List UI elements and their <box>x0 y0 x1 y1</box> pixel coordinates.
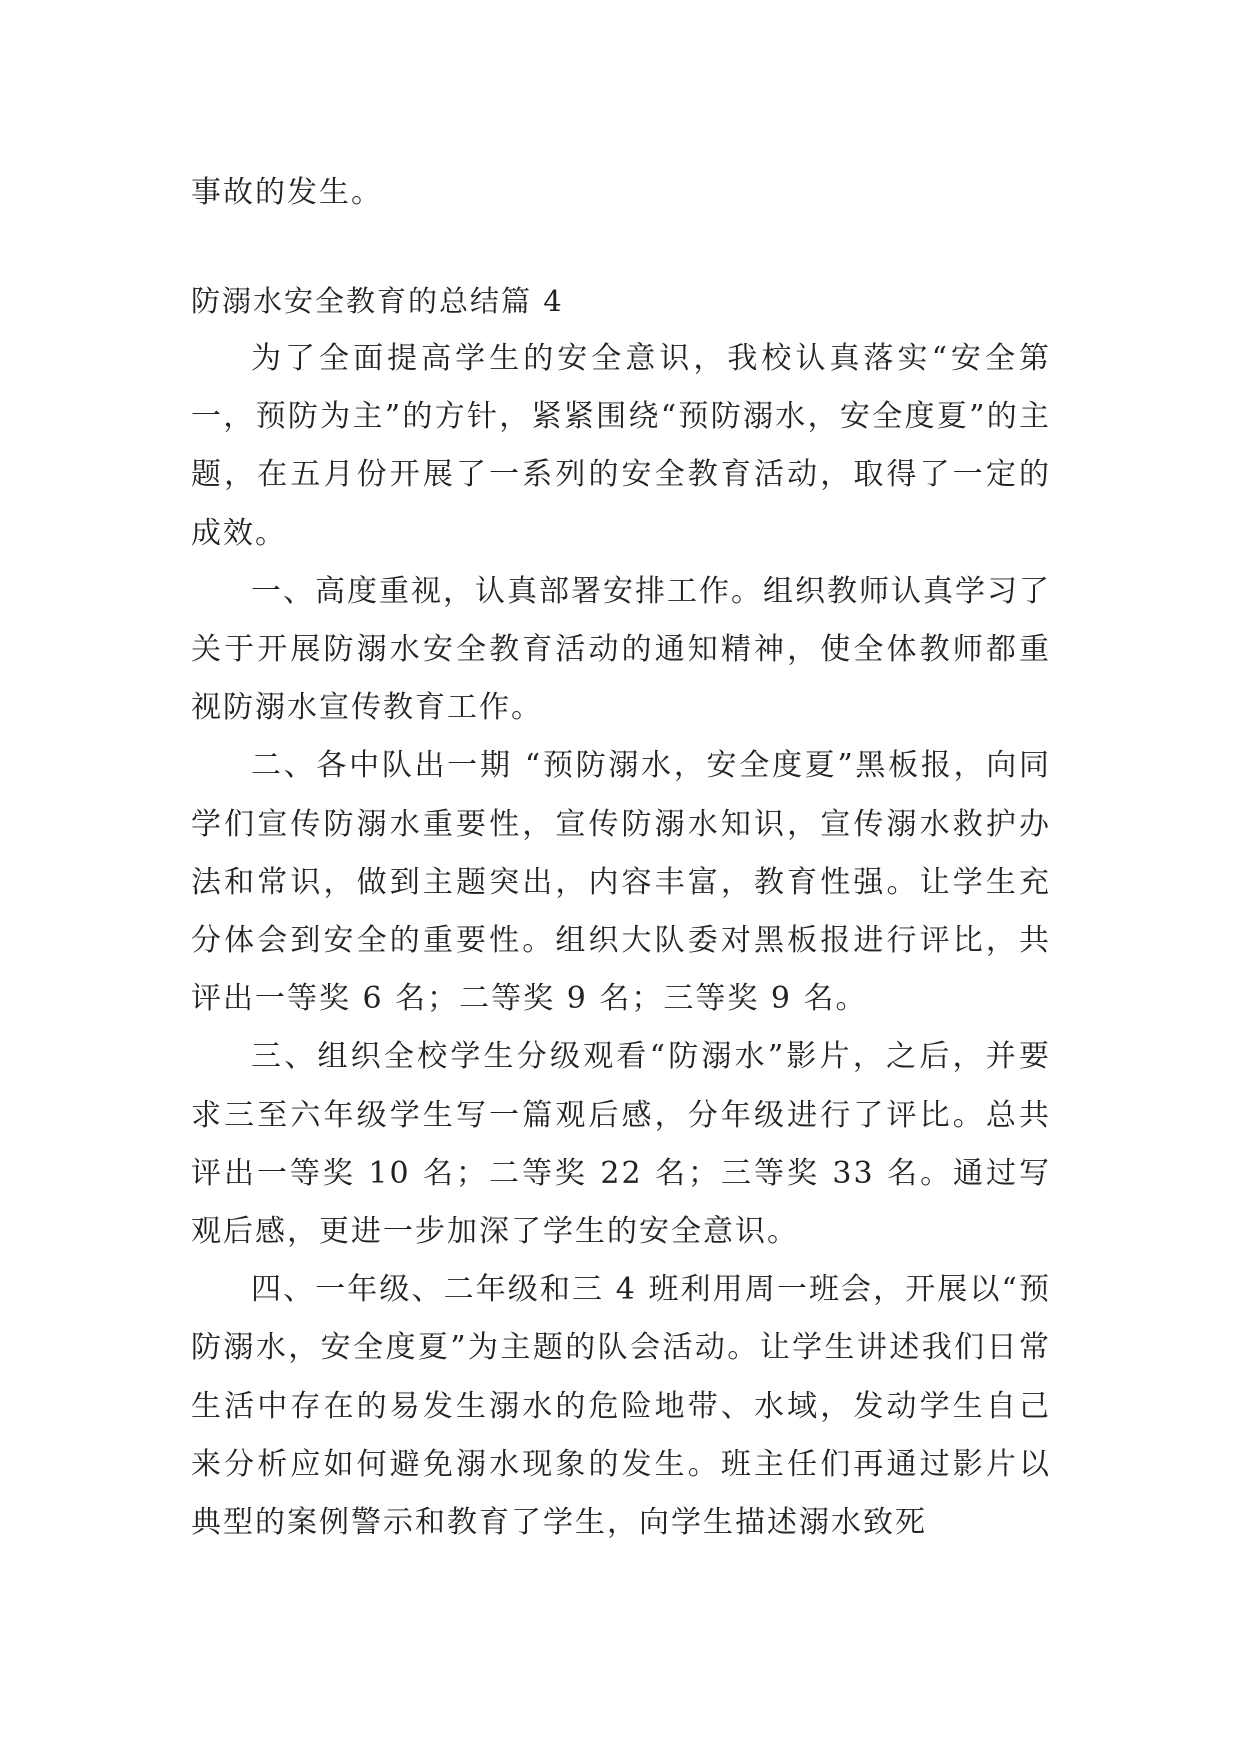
paragraph-4: 四、一年级、二年级和三 4 班利用周一班会，开展以“预防溺水，安全度夏”为主题的队会活动。让学生讲述我们日常生活中存在的易发生溺水的危险地带、水域，发动学生自己来分析应如何避免溺水现象的发生。班主任们再通过影片以典型的案例警示和教育了学生，向学生描述溺水致死 <box>191 1272 1051 1541</box>
paragraph-3: 三、组织全校学生分级观看“防溺水”影片，之后，并要求三至六年级学生写一篇观后感，分年级进行了评比。总共评出一等奖 10 名；二等奖 22 名；三等奖 33 名。通过写观后感，更进一步加深了学生的安全意识。 <box>191 1039 1051 1250</box>
document-body <box>191 330 1051 1552</box>
continuation-text: 事故的发生。 <box>191 175 383 210</box>
paragraph-intro: 为了全面提高学生的安全意识，我校认真落实“安全第一，预防为主”的方针，紧紧围绕“预防溺水，安全度夏”的主题，在五月份开展了一系列的安全教育活动，取得了一定的成效。 <box>191 341 1051 551</box>
paragraph-2: 二、各中队出一期 “预防溺水，安全度夏”黑板报，向同学们宣传防溺水重要性，宣传防溺水知识，宣传溺水救护办法和常识，做到主题突出，内容丰富，教育性强。让学生充分体会到安全的重要性。组织大队委对黑板报进行评比，共评出一等奖 6 名；二等奖 9 名；三等奖 9 名。 <box>191 748 1051 1017</box>
section-title: 防溺水安全教育的总结篇 4 <box>191 284 564 318</box>
paragraph-1: 一、高度重视，认真部署安排工作。组织教师认真学习了关于开展防溺水安全教育活动的通知精神，使全体教师都重视防溺水宣传教育工作。 <box>191 573 1051 726</box>
